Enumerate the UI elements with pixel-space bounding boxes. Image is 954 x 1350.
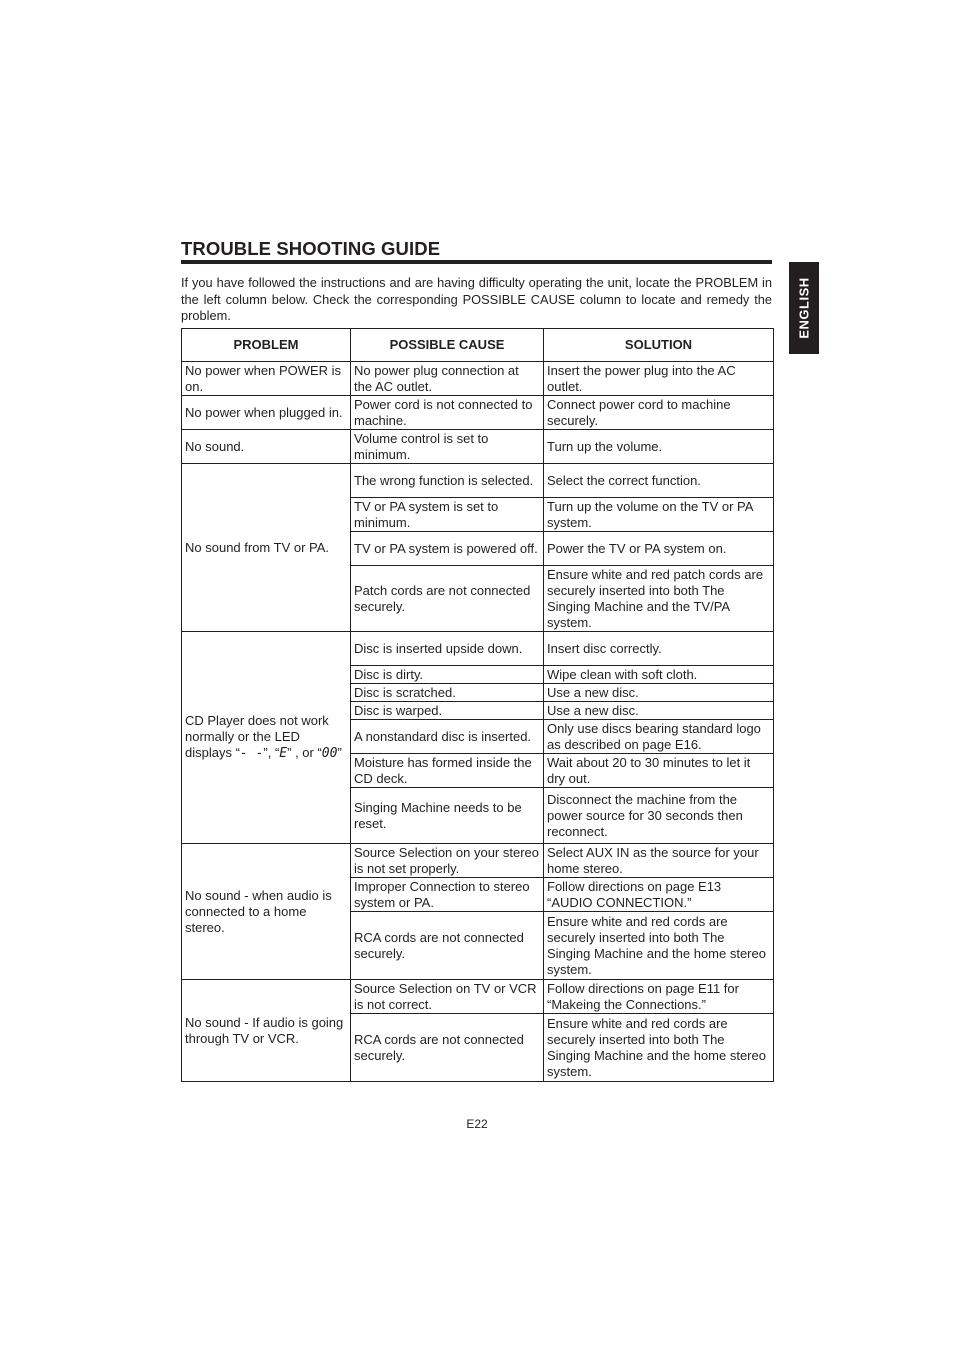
solution-cell: Only use discs bearing standard logo as described on page E16. [544,720,774,754]
cause-cell: Source Selection on TV or VCR is not correct. [351,980,544,1014]
solution-cell: Turn up the volume on the TV or PA system. [544,498,774,532]
cause-cell: Volume control is set to minimum. [351,430,544,464]
cause-cell: Power cord is not connected to machine. [351,396,544,430]
cause-cell: The wrong function is selected. [351,464,544,498]
table-row [182,430,774,464]
cause-cell: No power plug connection at the AC outlet. [351,362,544,396]
solution-cell: Select AUX IN as the source for your home stereo. [544,844,774,878]
header-possible-cause: POSSIBLE CAUSE [351,329,544,362]
solution-cell: Select the correct function. [544,464,774,498]
cause-cell: Moisture has formed inside the CD deck. [351,754,544,788]
solution-cell: Use a new disc. [544,684,774,702]
cause-cell: Disc is inserted upside down. [351,632,544,666]
solution-cell: Disconnect the machine from the power source for 30 seconds then reconnect. [544,788,774,844]
problem-cell: CD Player does not work normally or the LED displays “- -”, “E” , or “00” [182,632,351,844]
table-row [182,464,774,498]
page-title: TROUBLE SHOOTING GUIDE [181,238,441,259]
problem-cell: No power when POWER is on. [182,362,351,396]
table-row [182,362,774,396]
intro-paragraph: If you have followed the instructions and are having difficulty operating the unit, locate the PROBLEM in the left column below. Check the corresponding POSSIBLE CAUSE column to locate and remedy the problem. [181,275,772,323]
problem-cell: No sound - when audio is connected to a home stereo. [182,844,351,980]
led-symbol-e: E [279,746,288,761]
solution-cell: Ensure white and red patch cords are securely inserted into both The Singing Machine and the TV/PA system. [544,566,774,632]
trouble-shooting-table [181,328,774,1082]
solution-cell: Insert disc correctly. [544,632,774,666]
table-row [182,980,774,1014]
led-symbol-zeros: 00 [321,746,338,761]
cause-cell: TV or PA system is set to minimum. [351,498,544,532]
cause-cell: Disc is dirty. [351,666,544,684]
solution-cell: Wait about 20 to 30 minutes to let it dry out. [544,754,774,788]
cause-cell: Singing Machine needs to be reset. [351,788,544,844]
problem-cell: No sound. [182,430,351,464]
solution-cell: Use a new disc. [544,702,774,720]
cause-cell: Patch cords are not connected securely. [351,566,544,632]
solution-cell: Wipe clean with soft cloth. [544,666,774,684]
cause-cell: RCA cords are not connected securely. [351,912,544,980]
table-row [182,632,774,666]
cause-cell: Source Selection on your stereo is not set properly. [351,844,544,878]
header-problem: PROBLEM [182,329,351,362]
cause-cell: TV or PA system is powered off. [351,532,544,566]
language-tab-label: ENGLISH [796,277,812,339]
led-symbol-dashes: - - [239,746,264,761]
solution-cell: Ensure white and red cords are securely inserted into both The Singing Machine and the home stereo system. [544,1014,774,1082]
table-header-row [182,329,774,362]
table-row [182,396,774,430]
cause-cell: RCA cords are not connected securely. [351,1014,544,1082]
problem-cell: No sound - If audio is going through TV or VCR. [182,980,351,1082]
solution-cell: Power the TV or PA system on. [544,532,774,566]
cause-cell: Improper Connection to stereo system or PA. [351,878,544,912]
cause-cell: Disc is warped. [351,702,544,720]
language-tab [789,262,819,354]
problem-cell: No power when plugged in. [182,396,351,430]
solution-cell: Follow directions on page E13 “AUDIO CONNECTION.” [544,878,774,912]
solution-cell: Connect power cord to machine securely. [544,396,774,430]
title-rule [181,260,772,264]
table-row [182,844,774,878]
cause-cell: Disc is scratched. [351,684,544,702]
page-number: E22 [466,1117,488,1131]
solution-cell: Follow directions on page E11 for “Makeing the Connections.” [544,980,774,1014]
cause-cell: A nonstandard disc is inserted. [351,720,544,754]
solution-cell: Insert the power plug into the AC outlet. [544,362,774,396]
header-solution: SOLUTION [544,329,774,362]
solution-cell: Turn up the volume. [544,430,774,464]
problem-cell: No sound from TV or PA. [182,464,351,632]
solution-cell: Ensure white and red cords are securely inserted into both The Singing Machine and the home stereo system. [544,912,774,980]
